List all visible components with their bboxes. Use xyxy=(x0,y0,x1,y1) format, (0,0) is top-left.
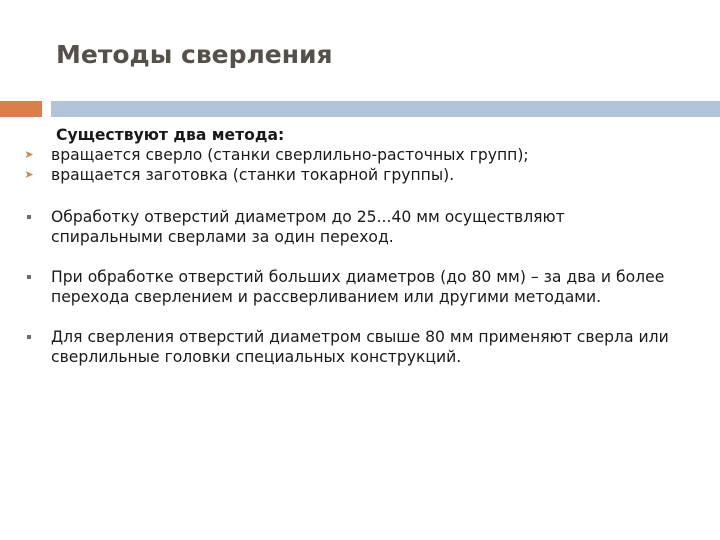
list-item-bullet xyxy=(0,267,720,307)
square-bullet-icon xyxy=(22,327,36,347)
square-bullet-icon xyxy=(22,267,36,287)
spacer xyxy=(0,185,720,207)
arrow-bullet-icon: ➤ xyxy=(24,148,34,161)
spacer xyxy=(0,307,720,327)
arrow-bullet-icon: ➤ xyxy=(24,168,34,181)
list-item-text: Обработку отверстий диаметром до 25...40 мм осуществляют спиральными сверлами за один переход. xyxy=(51,208,565,246)
accent-bar-blue xyxy=(51,101,720,117)
slide-title: Методы сверления xyxy=(56,40,333,69)
list-item-bullet xyxy=(0,327,720,367)
list-item-text: При обработке отверстий больших диаметров (до 80 мм) – за два и более перехода сверлением и рассверливанием или другими методами. xyxy=(51,268,665,306)
list-item-text: Для сверления отверстий диаметром свыше 80 мм применяют сверла или сверлильные головки специальных конструкций. xyxy=(51,328,669,366)
intro-text: Существуют два метода: xyxy=(56,126,285,144)
slide-body xyxy=(0,125,720,367)
square-bullet-icon xyxy=(22,207,36,227)
list-item-arrow xyxy=(0,165,720,185)
list-item-arrow xyxy=(0,145,720,165)
list-item-bullet xyxy=(0,207,720,247)
accent-bar-orange xyxy=(0,101,42,117)
list-item-text: вращается заготовка (станки токарной группы). xyxy=(51,166,455,184)
spacer xyxy=(0,247,720,267)
list-item-text: вращается сверло (станки сверлильно-расточных групп); xyxy=(51,146,529,164)
